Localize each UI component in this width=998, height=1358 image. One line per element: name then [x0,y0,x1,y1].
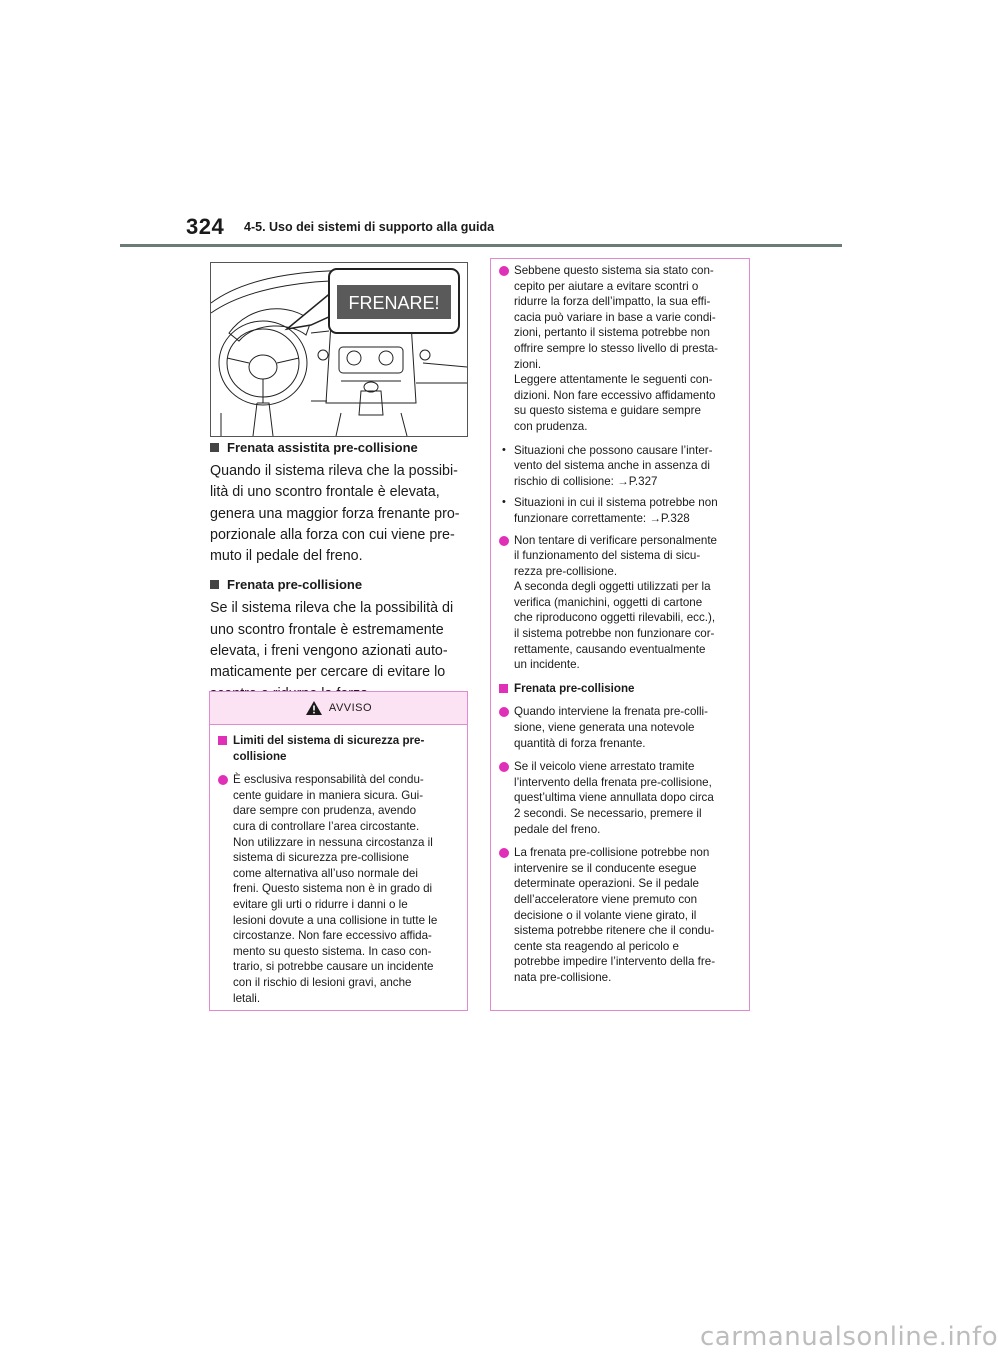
page-number: 324 [186,214,225,239]
section-heading-assistita [210,440,470,455]
page-header [0,0,960,250]
section-title: 4-5. Uso dei sistemi di supporto alla guida [244,220,495,234]
square-bullet-icon [210,580,219,589]
dashboard-illustration [210,262,468,437]
caution-dot-item-2: • Situazioni in cui il sistema potrebbe non funzionare correttamente: →P.328 [499,495,741,526]
warning-label: AVVISO [328,702,373,714]
caution-bullet-1: Sebbene questo sistema sia stato con- cepito per aiutare a evitare scontri o ridurre la forza dell’impatto, la sua effi- cacia può variare in base a varie condi- zioni, pertanto il sistema potrebbe non offrire sempre lo stesso livello di presta- zioni. Leggere attentamente le seguenti con- dizioni. Non fare eccessivo affidamento su questo sistema e guidare sempre con prudenza. [499,263,741,435]
caution-subheading: Frenata pre-collisione [499,681,741,697]
dashboard-drawing [211,263,467,436]
left-column [210,440,470,715]
heading-text: Frenata assistita pre-collisione [227,440,418,455]
square-bullet-icon [210,443,219,452]
caution-bullet-3: Quando interviene la frenata pre-colli- sione, viene generata una notevole quantità di forza frenante. [499,704,741,751]
paragraph-assistita: Quando il sistema rileva che la possibi- lità di uno scontro frontale è elevata, genera una maggior forza frenante pro- porzionale alla forza con cui viene pre- muto il pedale del freno. [210,463,460,565]
caution-box [490,258,750,1011]
warning-subheading: Limiti del sistema di sicurezza pre- collisione [218,733,459,764]
warning-triangle-icon [305,700,323,716]
caution-dot-item-1: • Situazioni che possono causare l’inter- vento del sistema anche in assenza di rischio di collisione: →P.327 [499,443,741,490]
warning-header [210,692,467,725]
frenare-display-text: FRENARE! [348,293,440,313]
header-divider [120,244,842,247]
heading-text: Frenata pre-collisione [227,577,363,593]
paragraph-pre-collisione: Se il sistema rileva che la possibilità di uno scontro frontale è estremamente elevata, i freni vengono azionati auto- maticamente per cercare di evitare lo [210,600,454,681]
warning-bullet: È esclusiva responsabilità del condu- cente guidare in maniera sicura. Gui- dare sempre con prudenza, avendo cura di controllare l’area circostante. Non utilizzare in nessuna circostanza il sistema di sicurezza pre-collisione come alternativa all’uso normale dei freni. Questo sistema non è in grado di evitare gli urti o ridurre i danni o le lesioni dovute a una collisione in tutte le circostanze. Non fare eccessivo affida- mento su questo sistema. In caso con- trario, si potrebbe causare un incidente con il rischio di lesioni gravi, anche letali. [218,772,459,1006]
caution-bullet-2: Non tentare di verificare personalmente il funzionamento del sistema di sicu- rezza pre-collisione. A seconda degli oggetti utilizzati per la verifica (manichini, oggetti di cartone che riproducono oggetti rilevabili, ecc.), il sistema potrebbe non funzionare cor- rettamente, causando eventualmente un incidente. [499,533,741,673]
watermark-logo: carmanualsonline.info [700,1322,998,1352]
warning-box [209,691,468,1011]
caution-bullet-5: La frenata pre-collisione potrebbe non intervenire se il conducente esegue determinate operazioni. Se il pedale dell’acceleratore viene premuto con decisione o il volante viene girato, il sistema potrebbe ritenere che il condu- cente sta reagendo al pericolo e potrebbe impedire l’intervento della fre- nata pre-collisione. [499,845,741,985]
section-heading-pre-collisione [210,577,470,592]
caution-bullet-4: Se il veicolo viene arrestato tramite l’intervento della frenata pre-collisione, quest’ultima viene annullata dopo circa 2 secondi. Se necessario, premere il pedale del freno. [499,759,741,837]
